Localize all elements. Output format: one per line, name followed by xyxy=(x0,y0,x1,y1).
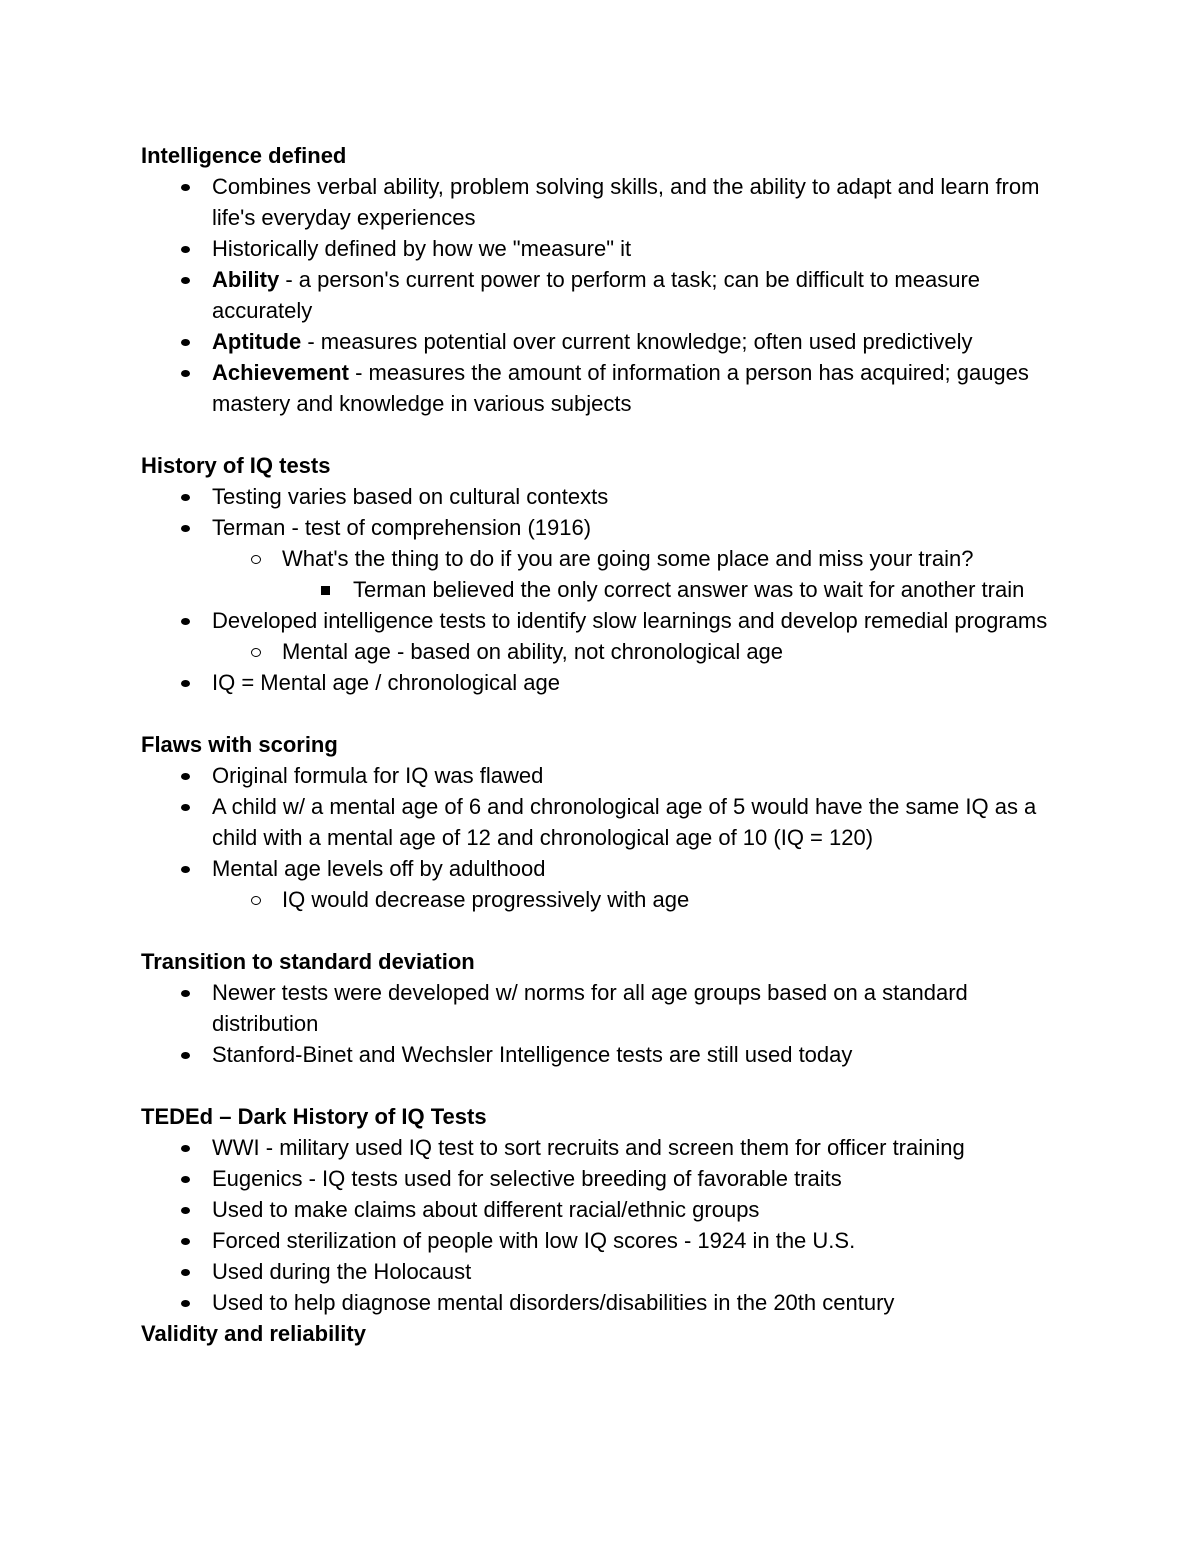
item-text: Forced sterilization of people with low IQ scores - 1924 in the U.S. xyxy=(212,1228,856,1253)
item-text: Terman - test of comprehension (1916) xyxy=(212,515,592,540)
list-item xyxy=(141,1163,1051,1194)
item-term: Ability xyxy=(212,267,280,292)
section-intelligence-defined xyxy=(141,140,1051,419)
list-item xyxy=(141,543,1051,574)
item-text: Mental age - based on ability, not chronological age xyxy=(282,639,784,664)
list-item xyxy=(141,357,1051,419)
item-text: What's the thing to do if you are going some place and miss your train? xyxy=(282,546,974,571)
section-heading: Intelligence defined xyxy=(141,143,347,168)
bullet-list xyxy=(141,481,1051,698)
section-heading: Transition to standard deviation xyxy=(141,949,475,974)
item-term: Achievement xyxy=(212,360,349,385)
item-text: IQ would decrease progressively with age xyxy=(282,887,690,912)
item-text: Historically defined by how we "measure" it xyxy=(212,236,632,261)
item-text: Mental age levels off by adulthood xyxy=(212,856,546,881)
section-history-of-iq-tests xyxy=(141,450,1051,698)
section-heading: History of IQ tests xyxy=(141,453,331,478)
bullet-list xyxy=(141,760,1051,915)
section-heading: TEDEd – Dark History of IQ Tests xyxy=(141,1104,487,1129)
item-text: IQ = Mental age / chronological age xyxy=(212,670,560,695)
list-item xyxy=(141,326,1051,357)
list-item xyxy=(141,636,1051,667)
list-item xyxy=(141,760,1051,791)
list-item xyxy=(141,791,1051,853)
list-item xyxy=(141,574,1051,605)
section-validity-and-reliability xyxy=(141,1318,1051,1349)
list-item xyxy=(141,1194,1051,1225)
section-heading: Flaws with scoring xyxy=(141,732,338,757)
item-text: Used to make claims about different racial/ethnic groups xyxy=(212,1197,760,1222)
list-item xyxy=(141,1132,1051,1163)
item-text: A child w/ a mental age of 6 and chronological age of 5 would have the same IQ as a child with a mental age of 12 and chronological age of 10 (IQ = 120) xyxy=(212,794,1037,850)
item-text: - a person's current power to perform a task; can be difficult to measure accurately xyxy=(212,267,981,323)
bullet-list xyxy=(141,171,1051,419)
section-flaws-with-scoring xyxy=(141,729,1051,915)
item-text: Combines verbal ability, problem solving skills, and the ability to adapt and learn from life's everyday experiences xyxy=(212,174,1040,230)
item-text: - measures potential over current knowledge; often used predictively xyxy=(301,329,973,354)
item-text: Terman believed the only correct answer was to wait for another train xyxy=(353,577,1025,602)
list-item xyxy=(141,667,1051,698)
item-text: Newer tests were developed w/ norms for all age groups based on a standard distribution xyxy=(212,980,968,1036)
item-text: Used to help diagnose mental disorders/disabilities in the 20th century xyxy=(212,1290,895,1315)
item-text: - measures the amount of information a person has acquired; gauges mastery and knowledge in various subjects xyxy=(212,360,1029,416)
list-item xyxy=(141,171,1051,233)
item-text: Original formula for IQ was flawed xyxy=(212,763,544,788)
document-page xyxy=(141,140,1051,1349)
item-text: Eugenics - IQ tests used for selective breeding of favorable traits xyxy=(212,1166,842,1191)
item-text: Developed intelligence tests to identify slow learnings and develop remedial programs xyxy=(212,608,1048,633)
list-item xyxy=(141,264,1051,326)
list-item xyxy=(141,1225,1051,1256)
list-item xyxy=(141,1287,1051,1318)
list-item xyxy=(141,1256,1051,1287)
list-item xyxy=(141,1039,1051,1070)
list-item xyxy=(141,481,1051,512)
list-item xyxy=(141,605,1051,636)
section-heading: Validity and reliability xyxy=(141,1321,366,1346)
list-item xyxy=(141,884,1051,915)
list-item xyxy=(141,512,1051,543)
item-text: Testing varies based on cultural contexts xyxy=(212,484,609,509)
item-text: Stanford-Binet and Wechsler Intelligence tests are still used today xyxy=(212,1042,853,1067)
list-item xyxy=(141,233,1051,264)
item-term: Aptitude xyxy=(212,329,302,354)
item-text: WWI - military used IQ test to sort recruits and screen them for officer training xyxy=(212,1135,965,1160)
bullet-list xyxy=(141,977,1051,1070)
section-transition-to-standard-deviation xyxy=(141,946,1051,1070)
list-item xyxy=(141,977,1051,1039)
list-item xyxy=(141,853,1051,884)
bullet-list xyxy=(141,1132,1051,1318)
section-teded-dark-history xyxy=(141,1101,1051,1318)
item-text: Used during the Holocaust xyxy=(212,1259,472,1284)
